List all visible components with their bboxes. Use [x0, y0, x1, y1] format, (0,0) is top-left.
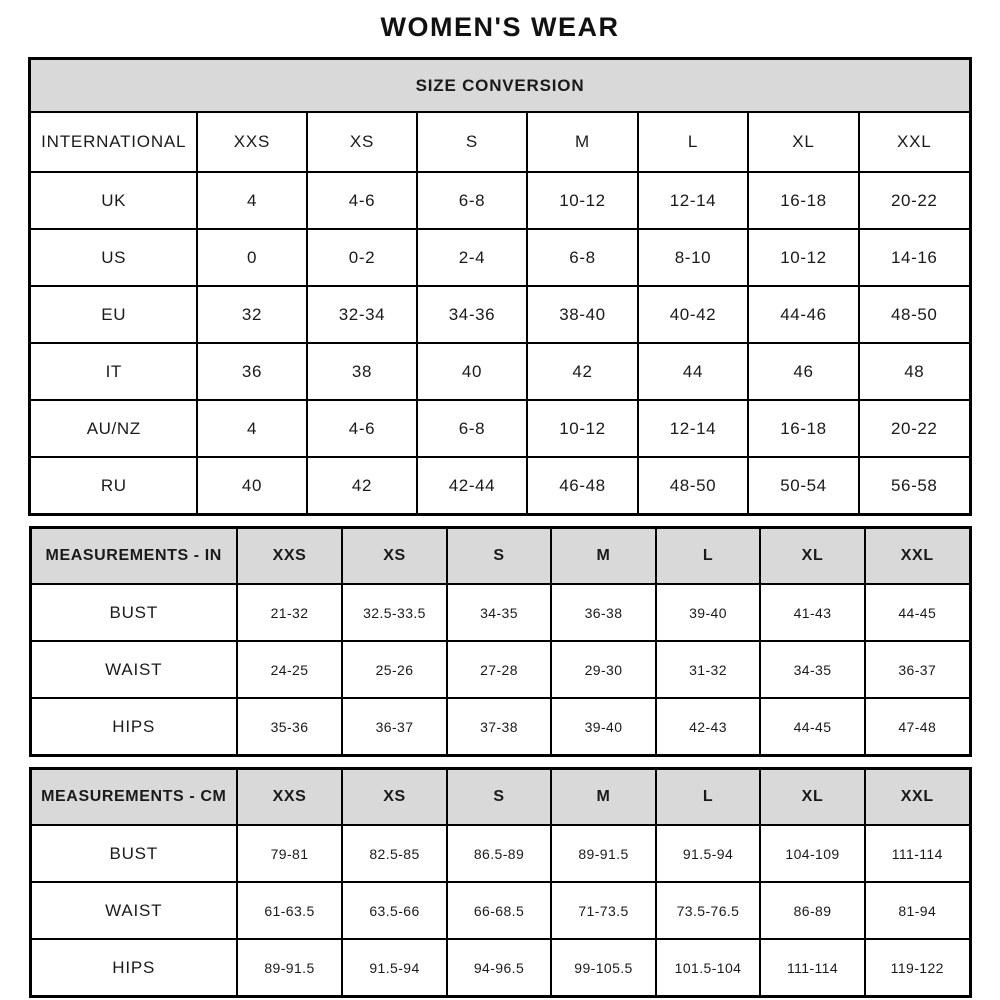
measurements-in-table — [29, 526, 972, 757]
cell: 71-73.5 — [551, 882, 656, 939]
column-header: L — [638, 112, 748, 172]
cell: 4 — [197, 172, 307, 229]
cell: 48-50 — [638, 457, 748, 515]
cell: 42-44 — [417, 457, 527, 515]
column-header: XL — [760, 769, 865, 826]
cell: 27-28 — [447, 641, 551, 698]
cell: 36-38 — [551, 584, 656, 641]
cell: 46-48 — [527, 457, 638, 515]
cell: 119-122 — [865, 939, 970, 997]
table-row — [30, 286, 970, 343]
cell: 6-8 — [527, 229, 638, 286]
page-title: WOMEN'S WEAR — [380, 12, 620, 42]
column-header: XS — [342, 528, 447, 585]
column-header: L — [656, 769, 760, 826]
cell: 20-22 — [859, 400, 970, 457]
row-label: UK — [30, 172, 197, 229]
cell: 104-109 — [760, 825, 865, 882]
cell: 34-35 — [760, 641, 865, 698]
cell: 81-94 — [865, 882, 970, 939]
column-header: XXS — [237, 769, 342, 826]
cell: 8-10 — [638, 229, 748, 286]
cell: 32.5-33.5 — [342, 584, 447, 641]
cell: 82.5-85 — [342, 825, 447, 882]
cell: 32-34 — [307, 286, 417, 343]
column-header: M — [551, 528, 656, 585]
cell: 21-32 — [237, 584, 342, 641]
cell: 44-45 — [865, 584, 970, 641]
cell: 4-6 — [307, 400, 417, 457]
row-label: US — [30, 229, 197, 286]
cell: 89-91.5 — [551, 825, 656, 882]
cell: 4-6 — [307, 172, 417, 229]
measurements_in-header-row — [30, 528, 970, 585]
row-label: HIPS — [30, 939, 237, 997]
corner-header: INTERNATIONAL — [30, 112, 197, 172]
row-label: WAIST — [30, 641, 237, 698]
table-row — [30, 641, 970, 698]
cell: 41-43 — [760, 584, 865, 641]
cell: 0 — [197, 229, 307, 286]
cell: 91.5-94 — [656, 825, 760, 882]
row-label: RU — [30, 457, 197, 515]
cell: 12-14 — [638, 172, 748, 229]
cell: 89-91.5 — [237, 939, 342, 997]
cell: 35-36 — [237, 698, 342, 756]
column-header: M — [551, 769, 656, 826]
cell: 56-58 — [859, 457, 970, 515]
cell: 38-40 — [527, 286, 638, 343]
cell: 40-42 — [638, 286, 748, 343]
cell: 47-48 — [865, 698, 970, 756]
table-row — [30, 882, 970, 939]
row-label: HIPS — [30, 698, 237, 756]
table-row — [30, 400, 970, 457]
table-row — [30, 457, 970, 515]
cell: 44-46 — [748, 286, 859, 343]
cell: 36-37 — [342, 698, 447, 756]
cell: 73.5-76.5 — [656, 882, 760, 939]
cell: 24-25 — [237, 641, 342, 698]
row-label: AU/NZ — [30, 400, 197, 457]
table-row — [30, 698, 970, 756]
cell: 25-26 — [342, 641, 447, 698]
column-header: S — [447, 528, 551, 585]
column-header: XXS — [197, 112, 307, 172]
cell: 99-105.5 — [551, 939, 656, 997]
cell: 39-40 — [551, 698, 656, 756]
size_conversion-caption: SIZE CONVERSION — [30, 59, 970, 113]
cell: 61-63.5 — [237, 882, 342, 939]
cell: 32 — [197, 286, 307, 343]
table-row — [30, 229, 970, 286]
cell: 44-45 — [760, 698, 865, 756]
table-row — [30, 584, 970, 641]
cell: 36 — [197, 343, 307, 400]
row-label: BUST — [30, 825, 237, 882]
cell: 40 — [417, 343, 527, 400]
table-row — [30, 825, 970, 882]
column-header: XXL — [859, 112, 970, 172]
cell: 37-38 — [447, 698, 551, 756]
cell: 48-50 — [859, 286, 970, 343]
cell: 101.5-104 — [656, 939, 760, 997]
cell: 10-12 — [527, 400, 638, 457]
table-row — [30, 939, 970, 997]
corner-header: MEASUREMENTS - CM — [30, 769, 237, 826]
cell: 46 — [748, 343, 859, 400]
cell: 111-114 — [760, 939, 865, 997]
cell: 40 — [197, 457, 307, 515]
cell: 91.5-94 — [342, 939, 447, 997]
column-header: S — [447, 769, 551, 826]
cell: 66-68.5 — [447, 882, 551, 939]
cell: 0-2 — [307, 229, 417, 286]
corner-header: MEASUREMENTS - IN — [30, 528, 237, 585]
cell: 16-18 — [748, 400, 859, 457]
column-header: XXL — [865, 528, 970, 585]
cell: 10-12 — [748, 229, 859, 286]
column-header: M — [527, 112, 638, 172]
cell: 36-37 — [865, 641, 970, 698]
column-header: XL — [760, 528, 865, 585]
cell: 86.5-89 — [447, 825, 551, 882]
row-label: WAIST — [30, 882, 237, 939]
cell: 34-36 — [417, 286, 527, 343]
cell: 50-54 — [748, 457, 859, 515]
size_conversion-header-row — [30, 112, 970, 172]
cell: 63.5-66 — [342, 882, 447, 939]
cell: 94-96.5 — [447, 939, 551, 997]
cell: 48 — [859, 343, 970, 400]
column-header: XS — [342, 769, 447, 826]
cell: 86-89 — [760, 882, 865, 939]
cell: 39-40 — [656, 584, 760, 641]
column-header: L — [656, 528, 760, 585]
row-label: BUST — [30, 584, 237, 641]
row-label: IT — [30, 343, 197, 400]
cell: 16-18 — [748, 172, 859, 229]
measurements_cm-header-row — [30, 769, 970, 826]
cell: 31-32 — [656, 641, 760, 698]
column-header: S — [417, 112, 527, 172]
cell: 111-114 — [865, 825, 970, 882]
cell: 42 — [527, 343, 638, 400]
table-row — [30, 172, 970, 229]
size-conversion-table — [28, 57, 971, 516]
cell: 42-43 — [656, 698, 760, 756]
cell: 4 — [197, 400, 307, 457]
cell: 44 — [638, 343, 748, 400]
measurements-cm-table — [29, 767, 972, 998]
cell: 6-8 — [417, 172, 527, 229]
cell: 38 — [307, 343, 417, 400]
column-header: XXS — [237, 528, 342, 585]
column-header: XS — [307, 112, 417, 172]
cell: 34-35 — [447, 584, 551, 641]
table-row — [30, 343, 970, 400]
row-label: EU — [30, 286, 197, 343]
cell: 6-8 — [417, 400, 527, 457]
cell: 14-16 — [859, 229, 970, 286]
cell: 79-81 — [237, 825, 342, 882]
column-header: XL — [748, 112, 859, 172]
cell: 10-12 — [527, 172, 638, 229]
cell: 20-22 — [859, 172, 970, 229]
cell: 12-14 — [638, 400, 748, 457]
column-header: XXL — [865, 769, 970, 826]
cell: 2-4 — [417, 229, 527, 286]
cell: 42 — [307, 457, 417, 515]
cell: 29-30 — [551, 641, 656, 698]
